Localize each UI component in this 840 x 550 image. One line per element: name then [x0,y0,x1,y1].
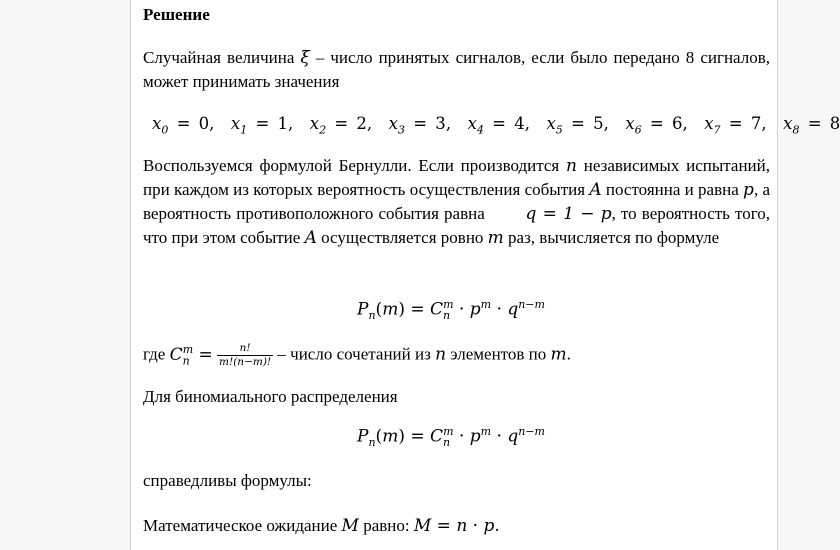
paragraph-combinations: где $C_n^m$ = $\frac{n!}{m!(n-m)!}$ – число сочетаний из n элементов по m. [143,342,571,369]
value-item: $x_4 = 4$, [467,114,530,137]
paragraph-expectation: Математическое ожидание M равно: M = n · p. [143,516,500,536]
paragraph-formulas-valid: справедливы формулы: [143,471,312,490]
value-item: $x_8 = 8$ [783,114,840,137]
values-line [152,114,840,136]
section-heading: Решение [143,5,210,24]
paragraph-bernoulli: Воспользуемся формулой Бернулли. Если производится n независимых испытаний, при каждом из которых вероятность осуществления события A постоянна и равна p, а вероятность противоположного события равна q = 1 − p, то вероятность того, что при этом событие A осуществляется ровно m раз, вычисляется по формуле [143,156,771,248]
value-item: $x_0 = 0$, [152,114,215,137]
value-item: $x_6 = 6$, [625,114,688,137]
paragraph-random-variable: Случайная величина ξ – число принятых сигналов, если было передано 8 сигналов, может принимать значения [143,48,770,91]
value-item: $x_5 = 5$, [546,114,609,137]
binomial-formula: $P_n(m) = C_n^m \cdot p^m \cdot q^{n-m}$ [357,425,545,450]
value-item: $x_7 = 7$, [704,114,767,137]
value-item: $x_1 = 1$, [230,114,294,137]
bernoulli-formula: $P_n(m) = C_n^m \cdot p^m \cdot q^{n-m}$ [357,298,545,323]
value-item: $x_2 = 2$, [309,114,373,137]
value-item: $x_3 = 3$, [388,114,452,137]
paragraph-binomial: Для биномиального распределения [143,387,398,406]
combination-fraction: $\frac{n!}{m!(n-m)!}$ [219,342,272,369]
